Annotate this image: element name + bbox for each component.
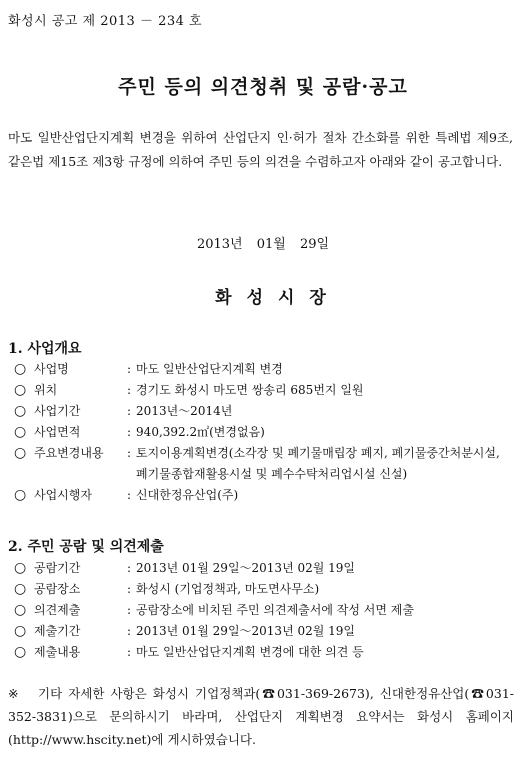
circle-bullet-icon: ○ xyxy=(14,623,27,639)
item-label: 위치 xyxy=(34,383,58,397)
circle-bullet-icon: ○ xyxy=(14,445,27,461)
list-item xyxy=(14,558,514,579)
colon-separator: : xyxy=(127,446,132,460)
item-value: 토지이용계획변경(소각장 및 폐기물매립장 폐지, 폐기물중간처분시설, 폐기물종합재활용시설 및 폐수수탁처리업시설 신설) xyxy=(136,446,500,481)
list-item xyxy=(14,359,514,380)
list-item xyxy=(14,579,514,600)
circle-bullet-icon: ○ xyxy=(14,487,27,503)
footnote xyxy=(8,682,514,751)
circle-bullet-icon: ○ xyxy=(14,382,27,398)
section-heading-overview: 1. 사업개요 xyxy=(8,341,82,357)
notice-date: 2013년 01월 29일 xyxy=(196,237,330,252)
colon-separator: : xyxy=(127,645,132,659)
list-item xyxy=(14,422,514,443)
item-value: 2013년 01월 29일～2013년 02월 19일 xyxy=(136,561,356,575)
inspection-list xyxy=(14,558,514,663)
item-value: 2013년～2014년 xyxy=(136,404,233,418)
page-title: 주민 등의 의견청취 및 공람·공고 xyxy=(118,76,408,98)
item-value: 신대한정유산업(주) xyxy=(136,488,239,502)
item-label: 사업기간 xyxy=(34,404,81,418)
notice-number: 화성시 공고 제 2013 － 234 호 xyxy=(8,14,203,29)
list-item xyxy=(14,642,514,663)
circle-bullet-icon: ○ xyxy=(14,644,27,660)
item-value: 2013년 01월 29일～2013년 02월 19일 xyxy=(136,624,356,638)
item-label: 주요변경내용 xyxy=(34,446,104,460)
circle-bullet-icon: ○ xyxy=(14,581,27,597)
intro-paragraph: 마도 일반산업단지계획 변경을 위하여 산업단지 인·허가 절차 간소화를 위한 특례법 제9조, 같은법 제15조 제3항 규정에 의하여 주민 등의 의견을 수렴하고자 아래와 같이 공고합니다. xyxy=(8,130,513,169)
item-value: 공람장소에 비치된 주민 의견제출서에 작성 서면 제출 xyxy=(136,603,414,617)
section-heading-inspection: 2. 주민 공람 및 의견제출 xyxy=(8,539,164,555)
item-value: 마도 일반산업단지계획 변경 xyxy=(136,362,283,376)
colon-separator: : xyxy=(127,383,132,397)
overview-list xyxy=(14,359,514,506)
colon-separator: : xyxy=(127,488,132,502)
colon-separator: : xyxy=(127,582,132,596)
item-value: 경기도 화성시 마도면 쌍송리 685번지 일원 xyxy=(136,383,364,397)
item-label: 제출내용 xyxy=(34,645,81,659)
footnote-text: 기타 자세한 사항은 화성시 기업정책과(☎031-369-2673), 신대한정유산업(☎031-352-3831)으로 문의하시기 바라며, 산업단지 계획변경 요약서는 화성시 홈페이지 (http://www.hscity.net)에 게시하였습니다. xyxy=(8,686,514,747)
list-item xyxy=(14,443,514,485)
issuer-name: 화성시장 xyxy=(215,288,341,308)
item-label: 제출기간 xyxy=(34,624,81,638)
list-item xyxy=(14,485,514,506)
colon-separator: : xyxy=(127,404,132,418)
colon-separator: : xyxy=(127,561,132,575)
circle-bullet-icon: ○ xyxy=(14,560,27,576)
item-label: 의견제출 xyxy=(34,603,81,617)
colon-separator: : xyxy=(127,362,132,376)
item-label: 공람기간 xyxy=(34,561,81,575)
colon-separator: : xyxy=(127,624,132,638)
colon-separator: : xyxy=(127,425,132,439)
item-label: 사업시행자 xyxy=(34,488,92,502)
circle-bullet-icon: ○ xyxy=(14,424,27,440)
circle-bullet-icon: ○ xyxy=(14,403,27,419)
circle-bullet-icon: ○ xyxy=(14,602,27,618)
list-item xyxy=(14,401,514,422)
list-item xyxy=(14,380,514,401)
circle-bullet-icon: ○ xyxy=(14,361,27,377)
item-value: 940,392.2㎡(변경없음) xyxy=(136,425,265,439)
list-item xyxy=(14,600,514,621)
list-item xyxy=(14,621,514,642)
reference-mark-icon: ※ xyxy=(8,686,19,701)
item-label: 공람장소 xyxy=(34,582,81,596)
colon-separator: : xyxy=(127,603,132,617)
item-value: 화성시 (기업정책과, 마도면사무소) xyxy=(136,582,320,596)
item-label: 사업명 xyxy=(34,362,69,376)
item-value: 마도 일반산업단지계획 변경에 대한 의견 등 xyxy=(136,645,364,659)
item-label: 사업면적 xyxy=(34,425,81,439)
